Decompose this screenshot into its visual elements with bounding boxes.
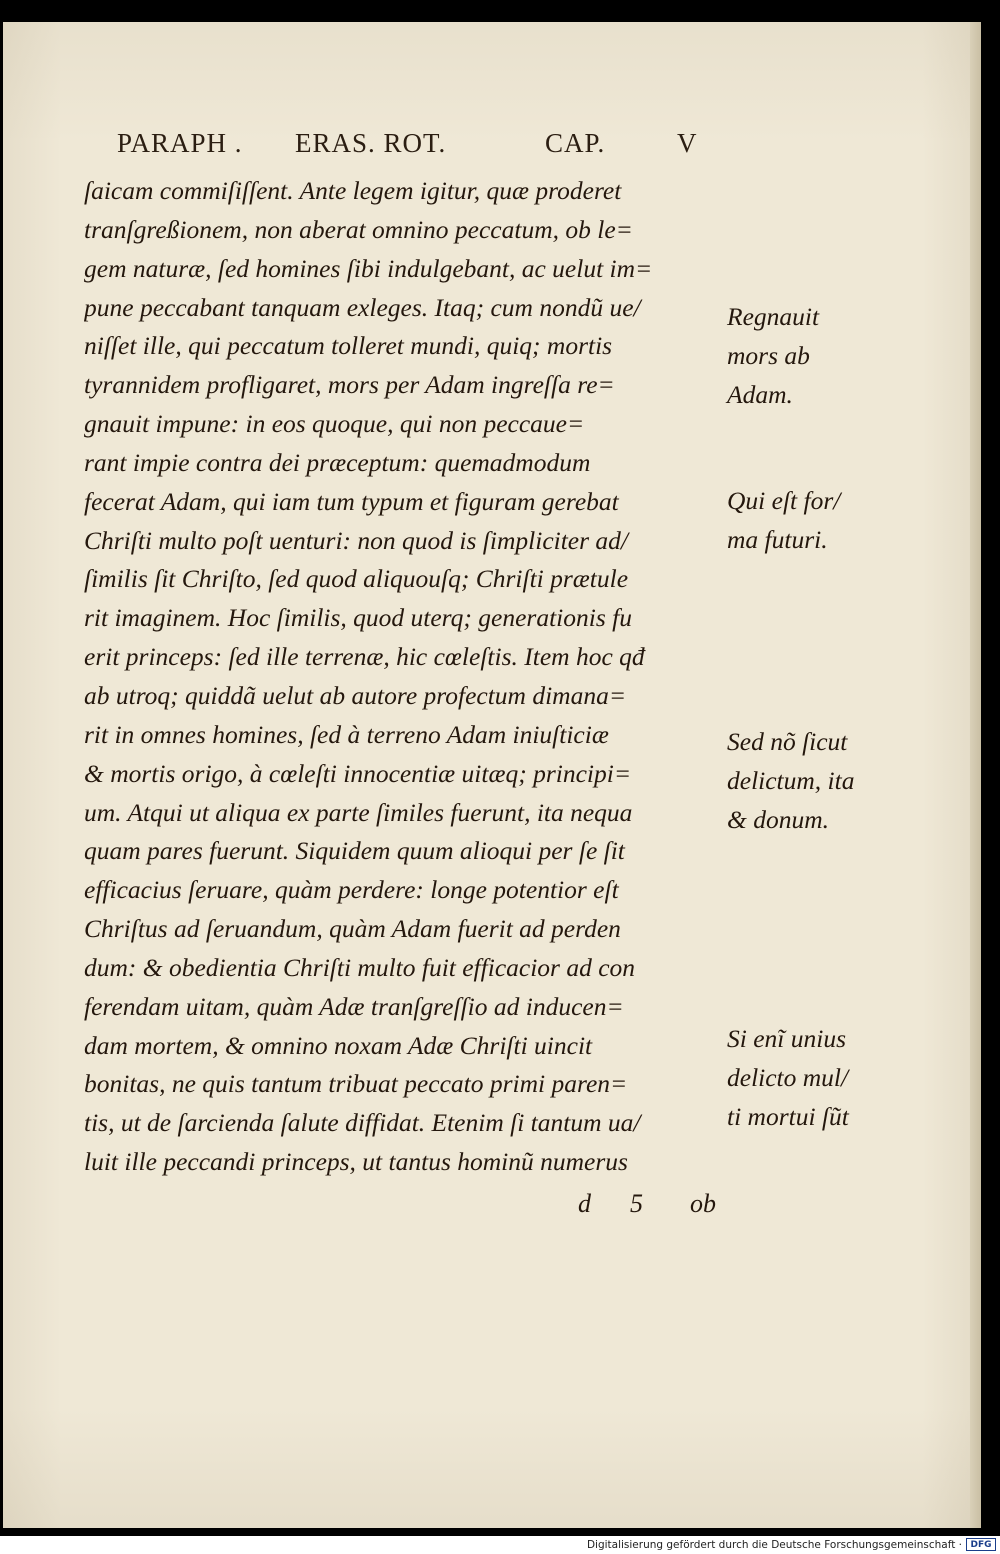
margin-note-line: Sed nõ ſicut [727,727,848,756]
text-line: bonitas, ne quis tantum tribuat peccato primi paren= [84,1069,628,1099]
text-line: pune peccabant tanquam exleges. Itaq; cum nondũ ue/ [84,292,641,322]
page-edge [970,22,981,1528]
text-line: ſimilis ſit Chriſto, ſed quod aliquouſq; Chriſti prætule [84,564,629,594]
text-line: niſſet ille, qui peccatum tolleret mundi, quiq; mortis [84,331,613,361]
dfg-logo: DFG [966,1538,996,1551]
margin-note-line: mors ab [727,341,810,370]
digitization-credit: Digitalisierung gefördert durch die Deutsche Forschungsgemeinschaft · [586,1539,962,1551]
running-head [117,128,717,164]
signature-line [578,1189,738,1223]
text-line: tyrannidem profligaret, mors per Adam ingreſſa re= [84,370,615,400]
text-line: dam mortem, & omnino noxam Adæ Chriſti uincit [84,1030,593,1060]
margin-note [727,722,947,839]
margin-note-line: Qui eſt for/ [727,486,841,515]
running-head-part: PARAPH . [117,128,243,158]
margin-note-line: delictum, ita [727,766,855,795]
margin-note-line: Regnauit [727,302,820,331]
text-line: rant impie contra dei præceptum: quemadmodum [84,447,591,477]
signature-number: 5 [630,1189,643,1218]
margin-note [727,1019,947,1136]
text-line: & mortis origo, à cœleſti innocentiæ uitæq; principi= [84,758,632,788]
text-line: luit ille peccandi princeps, ut tantus hominũ numerus [84,1147,628,1177]
text-line: rit in omnes homines, ſed à terreno Adam iniuſticiæ [84,719,609,749]
text-line: ferendam uitam, quàm Adæ tranſgreſſio ad inducen= [84,991,624,1021]
text-line: dum: & obedientia Chriſti multo fuit efficacior ad con [84,952,636,982]
margin-note-line: Adam. [727,380,793,409]
text-line: tranſgreßionem, non aberat omnino peccatum, ob le= [84,214,633,244]
text-line: erit princeps: ſed ille terrenæ, hic cœleſtis. Item hoc qđ [84,642,645,672]
margin-note-line: delicto mul/ [727,1063,849,1092]
text-line: ſaicam commiſiſſent. Ante legem igitur, quæ proderet [84,176,622,205]
signature-letter: d [578,1189,591,1218]
text-line: fecerat Adam, qui iam tum typum et figuram gerebat [84,486,619,516]
text-line: rit imaginem. Hoc ſimilis, quod uterq; generationis fu [84,603,632,633]
running-head-part: CAP. [545,128,606,158]
text-line: efficacius ſeruare, quàm perdere: longe potentior eſt [84,875,619,905]
margin-note [727,297,947,414]
margin-note [727,481,947,559]
text-line: ab utroq; quiddã uelut ab autore profectum dimana= [84,680,627,710]
text-line: Chriſti multo poſt uenturi: non quod is ſimpliciter ad/ [84,525,629,555]
margin-note-line: & donum. [727,805,829,834]
body-text [84,172,734,1182]
text-line: gnauit impune: in eos quoque, qui non peccaue= [84,409,585,439]
text-line: um. Atqui ut aliqua ex parte ſimiles fuerunt, ita nequa [84,797,633,827]
text-line: Chriſtus ad ſeruandum, quàm Adam fuerit ad perden [84,914,621,944]
margin-note-line: ma futuri. [727,525,828,554]
text-line: tis, ut de ſarcienda ſalute diffidat. Etenim ſi tantum ua/ [84,1108,641,1138]
text-line: gem naturæ, ſed homines ſibi indulgebant, ac uelut im= [84,253,653,283]
margin-note-line: ti mortui ſũt [727,1102,849,1131]
catchword: ob [690,1189,716,1218]
chapter-number: V [677,128,698,158]
running-head-part: ERAS. ROT. [295,128,447,158]
margin-note-line: Si enĩ unius [727,1024,846,1053]
text-line: quam pares fuerunt. Siquidem quum alioqui per ſe ſit [84,836,625,866]
